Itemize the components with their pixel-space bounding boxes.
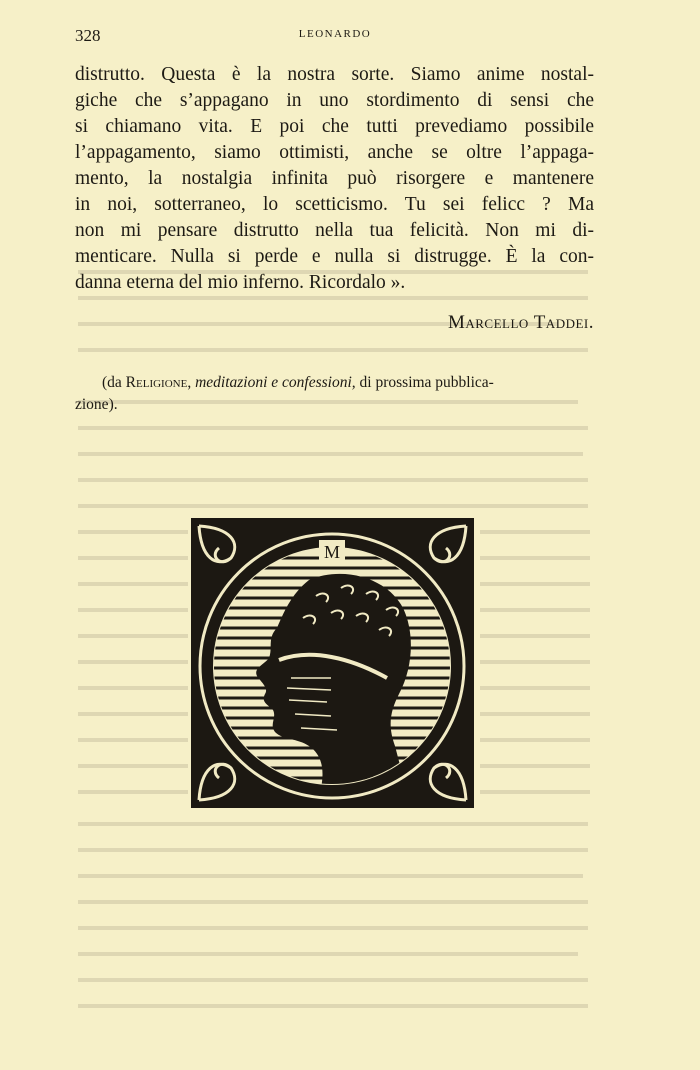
text-line: menticare. Nulla si perde e nulla si distrugge. È la con-	[75, 246, 594, 267]
source-note	[75, 372, 594, 416]
text-line: danna eterna del mio inferno. Ricordalo ».	[75, 272, 406, 293]
body-paragraph	[75, 62, 594, 296]
page-number: 328	[75, 26, 101, 45]
text-line: si chiamano vita. E poi che tutti prevediamo possibile	[75, 116, 594, 137]
note-title: Religione,	[125, 374, 192, 391]
text-line: giche che s’appagano in uno stordimento di sensi che	[75, 90, 594, 111]
woodcut-portrait-vignette	[191, 518, 474, 808]
text-line: l’appagamento, siamo ottimisti, anche se oltre l’appaga-	[75, 142, 594, 163]
text-line: non mi pensare distrutto nella tua felicità. Non mi di-	[75, 220, 594, 241]
text-line: in noi, sotterraneo, lo scetticismo. Tu sei felicc ? Ma	[75, 194, 594, 215]
note-open: (da	[102, 374, 126, 391]
note-rest: di prossima pubblica-	[355, 374, 494, 391]
text-line: mento, la nostalgia infinita può risorgere e mantenere	[75, 168, 594, 189]
monogram-letter: M	[323, 542, 341, 562]
author-signature: Marcello Taddei.	[447, 312, 594, 333]
note-line-1	[75, 372, 594, 394]
page-header	[75, 26, 595, 46]
note-line-2: zione).	[75, 396, 118, 413]
running-head: LEONARDO	[298, 28, 372, 40]
text-line: distrutto. Questa è la nostra sorte. Siamo anime nostal-	[75, 64, 594, 85]
note-subtitle: meditazioni e confessioni,	[195, 374, 356, 391]
